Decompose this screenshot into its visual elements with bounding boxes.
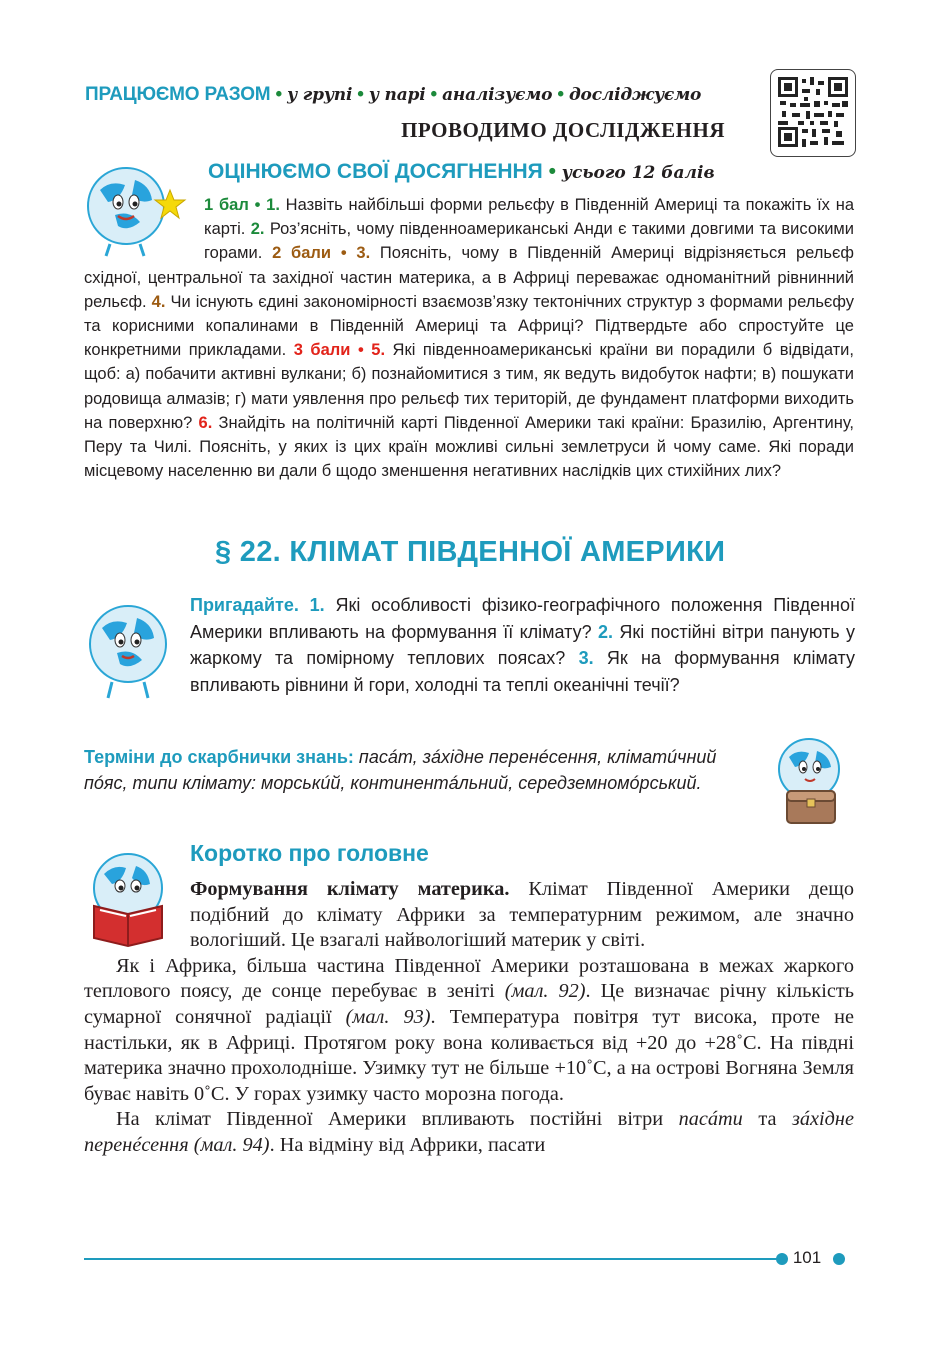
question-number: 6. xyxy=(198,413,213,432)
question-number: 1. xyxy=(266,196,280,214)
points-1: 1 бал • xyxy=(204,196,261,214)
subsection-heading: Формування клімату материка. xyxy=(190,878,510,900)
globe-mascot-chest-icon xyxy=(765,735,860,827)
term: пасáти xyxy=(678,1108,743,1131)
mode-group: у групі xyxy=(287,85,353,105)
points-2: 2 бали • xyxy=(272,244,347,263)
question-text: Знайдіть на політичній карті Південної Америки такі країни: Бразилію, Аргентину, Перу та Чилі. Поясніть, у яких із цих країн можливі сильні землетруси й чому саме. Які поради місцевому населенню ви дали б щодо зменшення негативних наслідків цих стихійних лих? xyxy=(84,413,854,481)
page-number: 101 xyxy=(792,1248,822,1267)
figure-ref: (мал. 92) xyxy=(504,980,586,1003)
recall-block xyxy=(190,592,855,698)
terms-label: Терміни до скарбнички знань: xyxy=(84,747,354,767)
question-text: Поясніть, чому в Південній Америці відрізняється рельєф східної, центральної та західної частин материка, а в Африці переважає одноманітний рівнинний рельєф. xyxy=(84,244,854,311)
question-number: 4. xyxy=(151,292,166,311)
recall-question: Які постійні вітри панують у жаркому та помірному теплових поясах? xyxy=(190,621,855,668)
work-together-header: ПРАЦЮЄМО РАЗОМ • у групі • у парі • аналізуємо • досліджуємо xyxy=(85,84,702,105)
question-number: 3. xyxy=(578,648,594,668)
recall-question: Як на формування клімату впливають рівнини й гори, холодні та теплі океанічні течії? xyxy=(190,648,855,695)
footer-dot-icon xyxy=(776,1253,788,1265)
summary-paragraph: На клімат Південної Америки впливають постійні вітри пасáти та зáхідне перенéсення (мал. 94). На відміну від Африки, пасати xyxy=(84,1108,854,1156)
terms-list: пасáт, зáхідне перенéсення, кліматúчний пóяс, типи клімату: морськúй, континентáльний, середземномóрський. xyxy=(84,747,717,793)
recall-label: Пригадайте. 1. xyxy=(190,595,325,615)
section-title: § 22. КЛІМАТ ПІВДЕННОЇ АМЕРИКИ xyxy=(215,536,726,568)
assessment-total: усього 12 балів xyxy=(561,163,715,183)
question-text: Назвіть найбільші форми рельєфу в Південній Америці та покажіть їх на карті. xyxy=(204,196,854,239)
term: зáхідне перенéсення (мал. 94) xyxy=(84,1108,854,1156)
question-number: 2. xyxy=(250,220,265,239)
mode-pair: у парі xyxy=(368,85,426,105)
footer-dot-icon xyxy=(833,1253,845,1265)
question-text: Роз’ясніть, чому південноамериканські Анди є такими довгими та високими горами. xyxy=(204,220,854,263)
question-number: 5. xyxy=(371,341,386,360)
assessment-questions xyxy=(84,193,854,483)
question-number: 3. xyxy=(356,244,371,263)
summary-paragraph: Формування клімату материка. Клімат Південної Америки дещо подібний до клімату Африки за температурним режимом, але значно вологіший. Це взагалі найвологіший материк у світі. xyxy=(190,878,854,952)
mode-analyze: аналізуємо xyxy=(442,85,553,105)
research-heading: ПРОВОДИМО ДОСЛІДЖЕННЯ xyxy=(401,118,725,142)
summary-paragraph: Як і Африка, більша частина Південної Америки розташована в межах жаркого теплового поясу, де сонце перебуває в зеніті (мал. 92). Це визначає річну кількість сумарної сонячної радіації (мал. 93). Температура повітря тут висока, проте не настільки, як в Африці. Протягом року вона коливається від +20 до +28˚С. На півдні материка значно прохолодніше. Узимку тут не більше +10˚С, а на острові Вогняна Земля буває навіть 0˚С. У горах узимку часто морозна погода. xyxy=(84,954,855,1105)
work-together-label: ПРАЦЮЄМО РАЗОМ xyxy=(85,84,271,105)
assessment-title: ОЦІНЮЄМО СВОЇ ДОСЯГНЕННЯ • усього 12 балів xyxy=(208,160,715,183)
figure-ref: (мал. 93) xyxy=(345,1005,431,1028)
question-text: Чи існують єдині закономірності взаємозв’язку тектонічних структур з формами рельєфу та корисними копалинами в Південній Америці та Африці? Підтвердьте або спростуйте це конкретними прикладами. xyxy=(84,292,854,360)
qr-code-icon[interactable] xyxy=(770,69,856,157)
summary-body xyxy=(84,877,854,1159)
question-number: 2. xyxy=(597,621,613,642)
recall-question: Які особливості фізико-географічного положення Південної Америки впливають на формування її клімату? xyxy=(190,595,855,642)
globe-mascot-think-icon xyxy=(80,596,180,706)
terms-block xyxy=(84,744,754,796)
points-3: 3 бали • xyxy=(293,341,364,360)
mode-research: досліджуємо xyxy=(568,85,702,105)
question-text: Які південноамериканські країни ви порадили б відвідати, щоб: а) побачити активні вулкани; б) познайомитися з тим, як ведуть видобуток нафти; в) пошукати родовища алмазів; г) мати уявлення про рельєф тих територій, де фундамент платформи виходить на поверхню? xyxy=(84,341,854,432)
footer-rule xyxy=(84,1258,784,1260)
summary-title: Коротко про головне xyxy=(190,840,429,866)
